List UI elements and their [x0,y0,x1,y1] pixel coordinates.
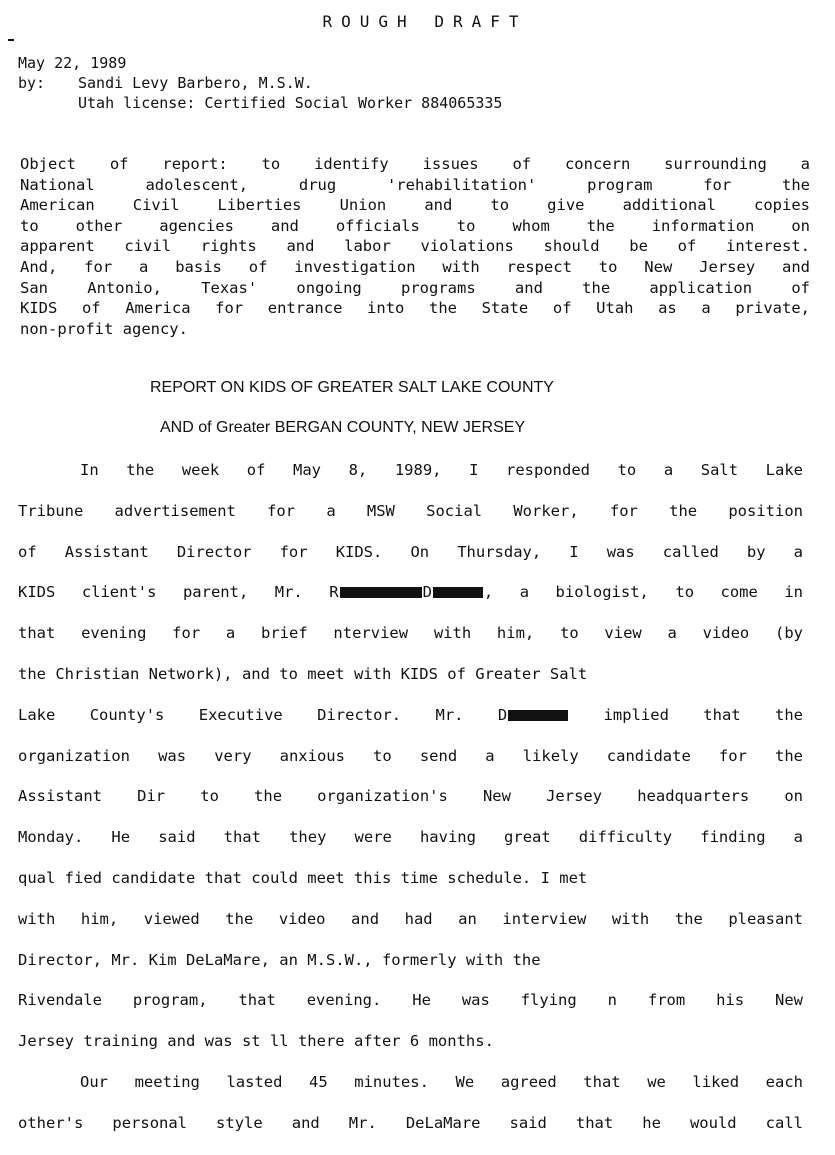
body-line [18,703,803,744]
body-text: KIDS client's parent, Mr. R [18,583,339,602]
body-line: Director, Mr. Kim DeLaMare, an M.S.W., formerly with the [18,950,541,969]
paragraph-line: Object of report: to identify issues of concern surrounding a [20,155,810,173]
section-subheading: AND of Greater BERGAN COUNTY, NEW JERSEY [160,419,526,436]
paragraph-line: to other agencies and officials to whom the information on [20,216,810,235]
body-text: implied that the [569,705,803,724]
scan-mark [8,39,14,41]
redaction-bar [340,587,422,598]
redaction-bar [508,710,568,721]
body-line: with him, viewed the video and had an interview with the pleasant [18,909,803,928]
by-label: by: [18,74,46,92]
body-line: the Christian Network), and to meet with KIDS of Greater Salt [18,664,588,683]
report-date: May 22, 1989 [18,54,127,72]
page-title: ROUGH DRAFT [322,12,528,31]
body-line: qual fied candidate that could meet this time schedule. I met [18,868,588,887]
report-body [18,458,803,1152]
body-line: In the week of May 8, 1989, I responded to a Salt Lake [80,461,803,479]
body-line: Rivendale program, that evening. He was flying n from his New [18,991,803,1010]
author-name: Sandi Levy Barbero, M.S.W. [78,74,313,92]
body-line: Tribune advertisement for a MSW Social Worker, for the position [18,501,803,520]
body-line: Assistant Dir to the organization's New Jersey headquarters on [18,787,803,806]
body-line: Jersey training and was st ll there after 6 months. [18,1032,494,1051]
paragraph-line: apparent civil rights and labor violations should be of interest. [20,237,810,256]
body-line: Our meeting lasted 45 minutes. We agreed that we liked each [80,1072,803,1091]
body-text: Lake County's Executive Director. Mr. D [18,705,508,724]
body-line: organization was very anxious to send a likely candidate for the [18,746,803,765]
body-line: Monday. He said that they were having great difficulty finding a [18,828,803,847]
section-heading: REPORT ON KIDS OF GREATER SALT LAKE COUNTY [150,379,554,396]
author-license: Utah license: Certified Social Worker 884065335 [78,94,503,112]
paragraph-line: And, for a basis of investigation with respect to New Jersey and [20,257,810,276]
body-text: D [422,583,432,602]
body-line [18,580,803,621]
redaction-bar [433,587,483,598]
object-of-report-paragraph [20,154,810,339]
body-line: of Assistant Director for KIDS. On Thursday, I was called by a [18,542,803,561]
body-line: other's personal style and Mr. DeLaMare said that he would call [18,1113,803,1132]
paragraph-line: non-profit agency. [20,319,188,338]
paragraph-line: National adolescent, drug 'rehabilitation' program for the [20,175,810,194]
paragraph-line: KIDS of America for entrance into the State of Utah as a private, [20,299,810,318]
body-text: , a biologist, to come in [483,583,803,602]
paragraph-line: American Civil Liberties Union and to give additional copies [20,196,810,215]
body-line: that evening for a brief nterview with him, to view a video (by [18,624,803,643]
paragraph-line: San Antonio, Texas' ongoing programs and the application of [20,278,810,297]
